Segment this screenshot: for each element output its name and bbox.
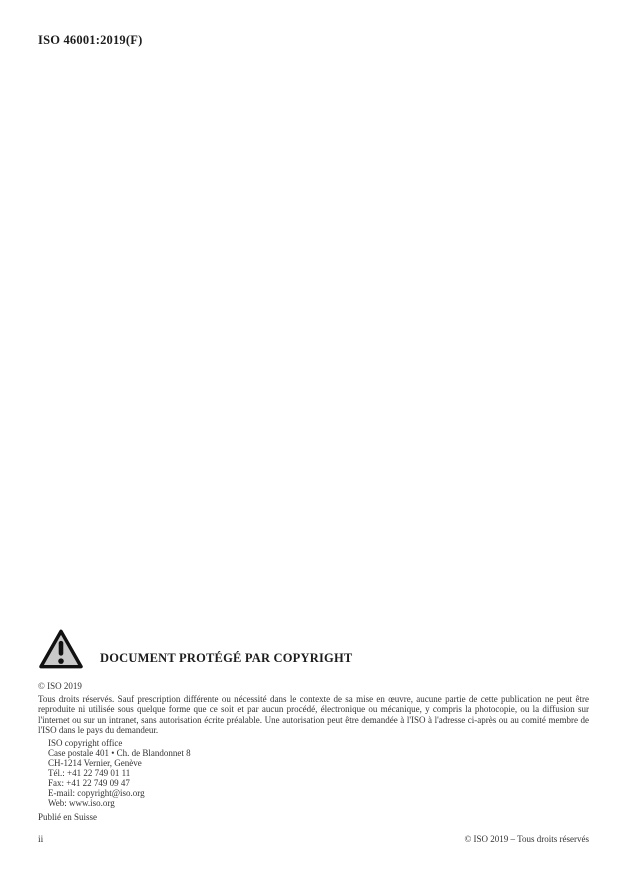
footer-copyright: © ISO 2019 – Tous droits réservés bbox=[464, 834, 589, 844]
page-number: ii bbox=[38, 835, 44, 845]
warning-triangle-icon bbox=[38, 628, 84, 670]
copyright-year-line: © ISO 2019 bbox=[38, 681, 82, 691]
copyright-notice-section bbox=[38, 628, 589, 822]
address-line-postal: Case postale 401 • Ch. de Blandonnet 8 bbox=[48, 747, 191, 758]
copyright-body-text: Tous droits réservés. Sauf prescription différente ou nécessité dans le contexte de sa mise en œuvre, aucune partie de cette publication ne peut être reproduite ni utilisée sous quelque forme que ce soit et par aucun procédé, électronique ou mécanique, y compris la photocopie, ou la diffusion sur l'internet ou sur un intranet, sans autorisation écrite préalable. Une autorisation peut être demandée à l'ISO à l'adresse ci-après ou au comité membre de l'ISO dans le pays du demandeur. bbox=[38, 694, 589, 736]
page-footer bbox=[38, 834, 589, 845]
copyright-banner bbox=[38, 628, 589, 670]
address-line-web: Web: www.iso.org bbox=[48, 797, 115, 808]
document-reference: ISO 46001:2019(F) bbox=[38, 33, 143, 47]
address-line-office: ISO copyright office bbox=[48, 737, 123, 748]
address-line-email: E-mail: copyright@iso.org bbox=[48, 787, 145, 798]
address-line-fax: Fax: +41 22 749 09 47 bbox=[48, 777, 130, 788]
copyright-protection-title: DOCUMENT PROTÉGÉ PAR COPYRIGHT bbox=[100, 651, 353, 665]
published-in-line: Publié en Suisse bbox=[38, 811, 98, 822]
address-line-city: CH-1214 Vernier, Genève bbox=[48, 757, 142, 768]
address-line-phone: Tél.: +41 22 749 01 11 bbox=[48, 767, 131, 778]
iso-address-block bbox=[48, 738, 589, 808]
